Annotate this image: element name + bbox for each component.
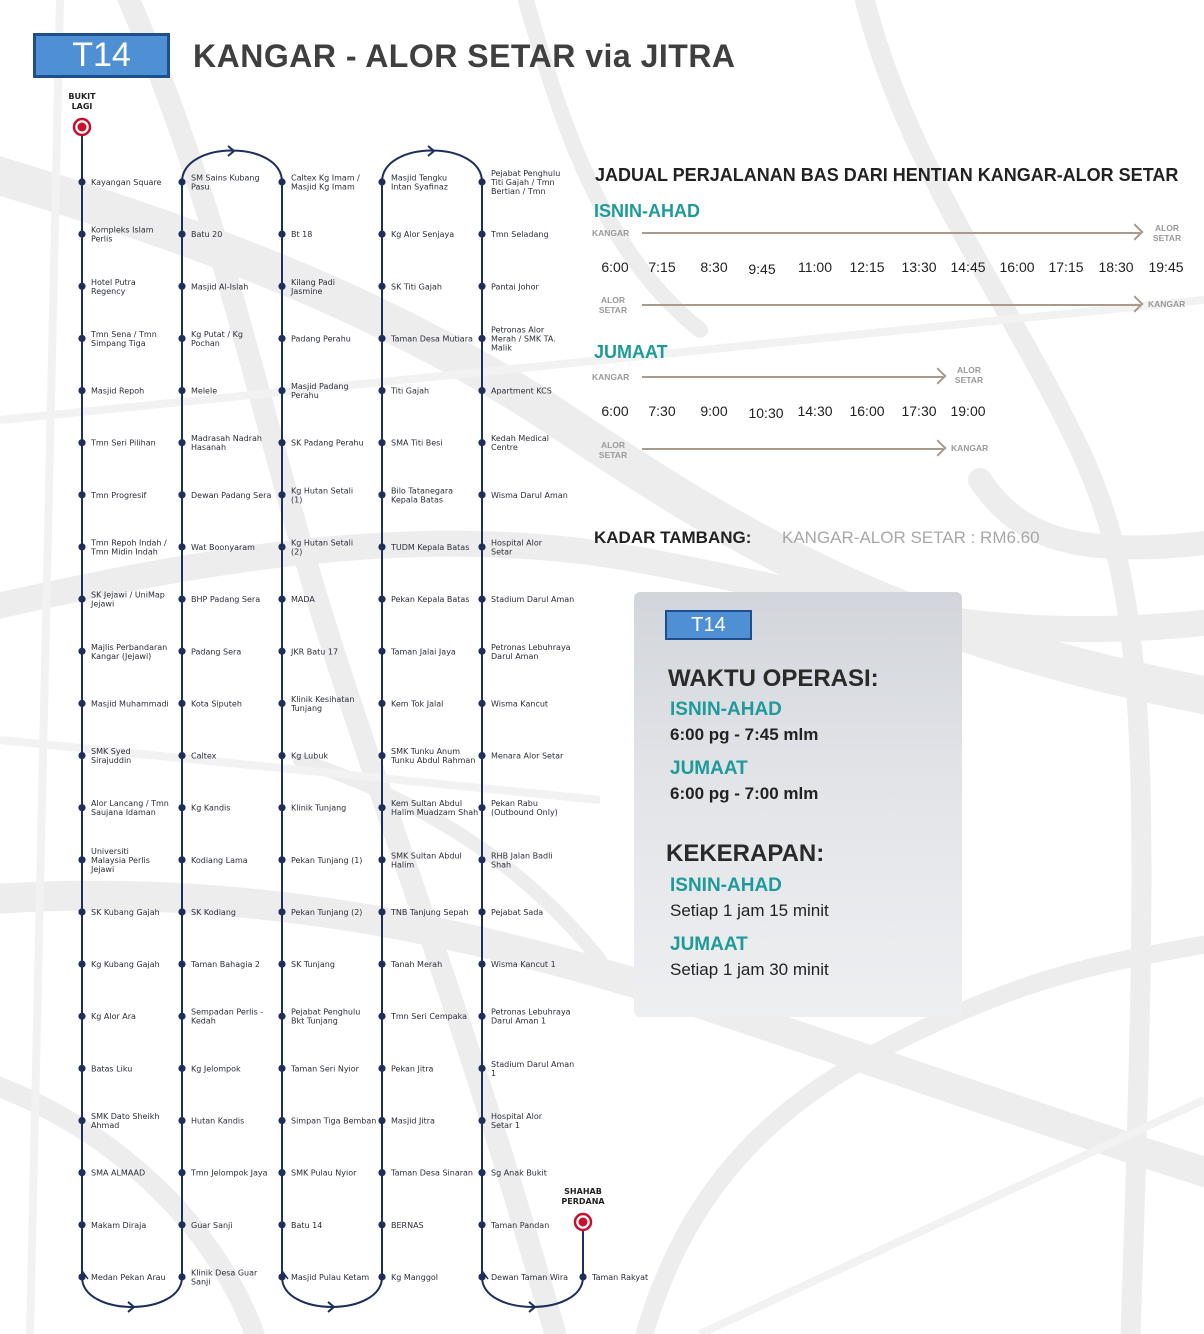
stop-label: TUDM Kepala Batas [391,542,470,552]
end-terminal-label: SHAHAB PERDANA [561,1187,605,1206]
stop-label: Masjid Pulau Ketam [291,1272,370,1282]
stop-dot-icon [278,491,285,498]
stop-label: Wisma Kancut [491,699,549,709]
stop-dot-icon [178,178,185,185]
stop-label: Kg Alor Senjaya [391,230,455,240]
stop-dot-icon [78,1065,85,1072]
weekday-return-arrow [642,304,1140,306]
stop-dot-icon [278,1117,285,1124]
stop-label: Pekan Rabu (Outbound Only) [491,799,558,818]
start-terminal-label: BUKIT LAGI [68,92,96,111]
route-title: KANGAR - ALOR SETAR via JITRA [193,38,736,74]
stop-label: SM Sains Kubang Pasu [191,173,260,192]
stop-label: Petronas Lebuhraya Darul Aman [491,642,571,661]
operation-friday-hours: 6:00 pg - 7:00 mlm [670,784,819,803]
stop-label: Pekan Jitra [391,1064,434,1074]
stop-dot-icon [478,1117,485,1124]
stop-label: Pejabat Sada [491,907,544,917]
stop-label: Guar Sanji [191,1220,233,1230]
friday-return-from-label: ALOR SETAR [598,440,628,460]
weekday-return-to-label: KANGAR [1148,299,1186,309]
stop-dot-icon [178,1013,185,1020]
departure-time: 12:15 [849,259,885,275]
weekday-from-label: KANGAR [592,228,630,238]
stop-dot-icon [378,1221,385,1228]
departure-time: 14:45 [950,259,986,275]
stop-dot-icon [78,804,85,811]
stop-label: Klinik Tunjang [291,803,347,813]
stop-dot-icon [278,648,285,655]
stop-label: SMK Dato Sheikh Ahmad [91,1112,160,1131]
frequency-friday-interval: Setiap 1 jam 30 minit [670,960,829,979]
stop-label: Wisma Kancut 1 [491,960,556,970]
stop-label: Taman Seri Nyior [291,1064,359,1074]
stop-label: Caltex Kg Imam / Masjid Kg Imam [291,173,360,192]
stop-dot-icon [78,648,85,655]
stop-label: Madrasah Nadrah Hasanah [191,434,262,453]
stop-dot-icon [178,1117,185,1124]
departure-time: 16:00 [849,403,885,419]
departure-time: 9:45 [748,261,776,277]
stop-label: SMK Sultan Abdul Halim [391,851,462,870]
stop-label: Pekan Tunjang (1) [291,855,363,865]
departure-time: 6:00 [601,259,629,275]
stop-dot-icon [178,543,185,550]
stop-label: Dewan Padang Sera [191,490,272,500]
stop-label: Kg Lubuk [291,751,329,761]
stop-label: Hospital Alor Setar [491,538,543,557]
stop-label: Masjid Al-Islah [191,282,249,292]
stop-dot-icon [378,335,385,342]
stop-dot-icon [378,648,385,655]
stop-dot-icon [478,856,485,863]
departure-time: 14:30 [797,403,833,419]
stop-dot-icon [78,491,85,498]
stop-dot-icon [178,752,185,759]
stop-dot-icon [178,908,185,915]
departure-time: 16:00 [999,259,1035,275]
stop-label: Apartment KCS [491,386,552,396]
stop-label: Klinik Kesihatan Tunjang [291,694,355,713]
departure-time: 8:30 [700,259,728,275]
stop-dot-icon [478,178,485,185]
stop-label: Pejabat Penghulu Bkt Tunjang [291,1007,361,1026]
stop-label: Kem Sultan Abdul Halim Muadzam Shah [391,799,479,818]
friday-outbound-arrow [642,376,943,378]
stop-dot-icon [478,231,485,238]
stop-label: Kg Hutan Setali (1) [291,486,354,505]
stop-dot-icon [78,1117,85,1124]
stop-label: SK Jejawi / UniMap Jejawi [91,590,165,609]
stop-dot-icon [178,804,185,811]
stop-dot-icon [178,335,185,342]
stop-label: SMK Pulau Nyior [291,1168,357,1178]
stop-dot-icon [478,596,485,603]
stop-label: Menara Alor Setar [491,751,564,761]
stop-label: Pejabat Penghulu Titi Gajah / Tmn Bertian / Tmn [491,169,561,196]
departure-time: 9:00 [700,403,728,419]
stop-label: Wisma Darul Aman [491,490,568,500]
departure-time: 19:00 [950,403,986,419]
stop-label: BERNAS [391,1220,424,1230]
stop-dot-icon [78,856,85,863]
stop-dot-icon [378,752,385,759]
stop-dot-icon [478,908,485,915]
stop-dot-icon [278,1013,285,1020]
stop-dot-icon [478,335,485,342]
departure-time: 19:45 [1148,259,1184,275]
operation-weekday-hours: 6:00 pg - 7:45 mlm [670,725,819,744]
frequency-weekday-interval: Setiap 1 jam 15 minit [670,901,829,920]
stop-dot-icon [78,335,85,342]
stop-label: Taman Desa Sinaran [391,1168,474,1178]
stop-dot-icon [478,543,485,550]
stop-dot-icon [478,439,485,446]
stop-dot-icon [378,491,385,498]
friday-return-to-label: KANGAR [951,443,989,453]
stop-dot-icon [178,961,185,968]
stop-dot-icon [178,700,185,707]
stop-dot-icon [478,700,485,707]
stop-label: Pekan Kepala Batas [391,595,470,605]
stop-label: Kilang Padi Jasmine [291,277,335,296]
stop-label: Pekan Tunjang (2) [291,907,363,917]
stop-dot-icon [478,961,485,968]
stop-label: Stadium Darul Aman 1 [491,1059,575,1078]
terminal-marker-center-icon [579,1218,588,1227]
stop-dot-icon [278,1273,285,1280]
stop-dot-icon [278,961,285,968]
stop-label: SMK Syed Sirajuddin [91,747,132,766]
stop-dot-icon [378,856,385,863]
stop-label: Universiti Malaysia Perlis Jejawi [91,846,150,874]
weekday-to-label: ALOR SETAR [1152,223,1182,243]
stop-label: Medan Pekan Arau [91,1272,166,1282]
weekday-label: ISNIN-AHAD [594,201,700,221]
stop-label: Titi Gajah [391,386,430,396]
frequency-heading: KEKERAPAN: [666,840,825,867]
friday-times [0,403,1204,423]
stop-label: Kg Putat / Kg Pochan [191,329,243,348]
departure-time: 17:15 [1048,259,1084,275]
stop-dot-icon [478,1169,485,1176]
stop-dot-icon [378,439,385,446]
stop-label: Melele [191,386,218,396]
stop-label: Masjid Jitra [391,1116,435,1126]
stop-label: Batas Liku [91,1064,133,1074]
fare-value: KANGAR-ALOR SETAR : RM6.60 [782,528,1040,547]
stop-label: Tmn Repoh Indah / Tmn Midin Indah [91,538,167,557]
weekday-return-from-label: ALOR SETAR [598,295,628,315]
stop-label: Taman Pandan [491,1220,550,1230]
stop-label: BHP Padang Sera [191,595,261,605]
stop-dot-icon [378,178,385,185]
departure-time: 18:30 [1098,259,1134,275]
stop-label: Hutan Kandis [191,1116,245,1126]
stop-dot-icon [278,178,285,185]
stop-label: Masjid Muhammadi [91,699,169,709]
stop-dot-icon [78,439,85,446]
stop-label: SMA Titi Besi [391,438,443,448]
stop-label: Tanah Merah [391,960,443,970]
departure-time: 13:30 [901,259,937,275]
stop-label: SMA ALMAAD [91,1168,146,1178]
stop-dot-icon [478,1221,485,1228]
stop-dot-icon [478,804,485,811]
stop-label: Masjid Tengku Intan Syafinaz [391,173,449,192]
stop-label: Kompleks Islam Perlis [91,225,154,244]
stop-label: Caltex [191,751,217,761]
stop-label: Sg Anak Bukit [491,1168,547,1178]
stop-label: Taman Desa Mutiara [391,334,473,344]
stop-dot-icon [478,283,485,290]
stop-label: Petronas Lebuhraya Darul Aman 1 [491,1007,571,1026]
stop-dot-icon [278,387,285,394]
stop-dot-icon [178,596,185,603]
stop-dot-icon [278,1065,285,1072]
stop-label: Kem Tok Jalal [391,699,444,709]
stop-dot-icon [378,1117,385,1124]
stop-dot-icon [378,596,385,603]
departure-time: 11:00 [798,259,832,275]
stop-dot-icon [378,283,385,290]
stop-dot-icon [579,1273,586,1280]
stop-dot-icon [78,596,85,603]
stop-dot-icon [278,335,285,342]
stop-dot-icon [378,387,385,394]
stop-dot-icon [478,752,485,759]
stop-dot-icon [478,1065,485,1072]
stop-label: Kedah Medical Centre [491,434,550,453]
stop-label: Makam Diraja [91,1220,147,1230]
frequency-friday-label: JUMAAT [670,934,748,955]
stop-dot-icon [378,908,385,915]
stop-label: Kayangan Square [91,178,162,187]
stop-dot-icon [178,439,185,446]
stop-label: Tmn Seladang [491,230,549,240]
stop-dot-icon [178,1169,185,1176]
stop-dot-icon [78,231,85,238]
departure-time: 7:30 [648,403,676,419]
stop-label: Alor Lancang / Tmn Saujana Idaman [91,799,169,818]
stop-dot-icon [378,231,385,238]
stop-dot-icon [78,178,85,185]
stop-label: Kg Manggol [391,1272,439,1282]
operation-friday-label: JUMAAT [670,758,748,779]
stop-label: Stadium Darul Aman [491,595,575,605]
stop-label: SK Kubang Gajah [91,907,160,917]
stop-dot-icon [78,961,85,968]
stop-dot-icon [178,387,185,394]
operation-heading: WAKTU OPERASI: [668,665,879,692]
departure-time: 7:15 [648,259,676,275]
stop-dot-icon [278,700,285,707]
departure-time: 17:30 [901,403,937,419]
fare-label: KADAR TAMBANG: [594,528,752,547]
stop-dot-icon [278,439,285,446]
stop-label: Bt 18 [291,230,313,240]
stop-label: RHB Jalan Badli Shah [491,851,553,870]
stop-label: Kg Kandis [191,803,231,813]
friday-return-arrow [642,448,943,450]
stop-dot-icon [278,543,285,550]
stop-label: Petronas Alor Merah / SMK TA. Malik [491,325,556,353]
stop-dot-icon [278,596,285,603]
stop-label: Kodiang Lama [191,855,248,865]
stop-dot-icon [178,491,185,498]
stop-dot-icon [478,387,485,394]
stop-dot-icon [478,1273,485,1280]
stop-label: Sempadan Perlis -Kedah [191,1007,264,1026]
stop-label: Hotel Putra Regency [91,277,136,296]
stop-label: Tmn Seri Pilihan [91,438,156,448]
stop-dot-icon [178,856,185,863]
stop-label: Padang Perahu [291,334,351,344]
stop-dot-icon [378,1273,385,1280]
stop-label: SK Tunjang [291,960,335,970]
stop-label: Masjid Repoh [91,386,145,396]
weekday-outbound-arrow [642,232,1140,234]
stop-dot-icon [378,1169,385,1176]
stop-dot-icon [78,752,85,759]
stop-dot-icon [278,1169,285,1176]
terminal-marker-center-icon [78,123,87,132]
schedule-title: JADUAL PERJALANAN BAS DARI HENTIAN KANGAR-ALOR SETAR [595,165,1179,185]
stop-label: MADA [291,595,315,605]
stop-label: Batu 14 [291,1220,323,1230]
stop-label: SMK Tunku Anum Tunku Abdul Rahman [391,747,476,766]
stop-label: Masjid Padang Perahu [291,382,349,401]
stop-dot-icon [78,908,85,915]
stop-dot-icon [178,231,185,238]
stop-dot-icon [278,231,285,238]
stop-label: Padang Sera [191,647,242,657]
stop-dot-icon [278,752,285,759]
stop-dot-icon [78,1221,85,1228]
departure-time: 10:30 [748,405,784,421]
stop-dot-icon [278,283,285,290]
stop-dot-icon [278,804,285,811]
panel-route-badge: T14 [665,610,752,640]
stop-label: Wat Boonyaram [191,542,255,552]
stop-label: Kg Kubang Gajah [91,960,160,970]
stop-dot-icon [378,804,385,811]
stop-label: SK Kodiang [191,907,236,917]
stop-dot-icon [278,1221,285,1228]
friday-from-label: KANGAR [592,372,630,382]
stop-label: Taman Rakyat [592,1272,649,1282]
weekday-times [0,259,1204,279]
stop-dot-icon [78,387,85,394]
stop-dot-icon [78,543,85,550]
stop-label: Kg Hutan Setali (2) [291,538,354,557]
stop-label: Batu 20 [191,230,223,240]
route-badge: T14 [33,33,170,78]
stop-label: Tmn Progresif [91,490,147,500]
stop-label: Dewan Taman Wira [491,1272,569,1282]
stop-dot-icon [78,1273,85,1280]
stop-dot-icon [478,491,485,498]
stop-label: SK Titi Gajah [391,282,442,292]
stop-label: Tmn Jelompok Jaya [191,1168,268,1178]
departure-time: 6:00 [601,403,629,419]
stop-dot-icon [478,648,485,655]
stop-dot-icon [78,1013,85,1020]
stop-dot-icon [178,648,185,655]
stop-label: Tmn Seri Cempaka [391,1012,468,1022]
stop-label: Kg Alor Ara [91,1012,136,1022]
stop-dot-icon [478,1013,485,1020]
friday-label: JUMAAT [594,342,668,362]
stop-dot-icon [78,283,85,290]
friday-to-label: ALOR SETAR [954,365,984,385]
stop-dot-icon [378,543,385,550]
stop-dot-icon [178,1065,185,1072]
stop-label: SK Padang Perahu [291,438,364,448]
operation-weekday-label: ISNIN-AHAD [670,699,782,720]
stop-label: Pantai Johor [491,282,539,292]
stop-label: Kg Jelompok [191,1064,241,1074]
stop-label: Majlis Perbandaran Kangar (Jejawi) [91,642,168,661]
stop-label: Simpan Tiga Bemban [291,1116,377,1126]
stop-dot-icon [278,908,285,915]
stop-dot-icon [78,1169,85,1176]
stop-label: TNB Tanjung Sepah [391,907,469,917]
stop-label: Klinik Desa Guar Sanji [191,1268,258,1287]
stop-label: Kota Siputeh [191,699,242,709]
stop-label: Hospital Alor Setar 1 [491,1112,543,1131]
stop-label: Bilo Tatanegara Kepala Batas [391,486,454,505]
stop-dot-icon [78,700,85,707]
stop-dot-icon [178,1221,185,1228]
stop-label: Tmn Sena / Tmn Simpang Tiga [91,329,157,348]
stop-dot-icon [378,961,385,968]
stop-dot-icon [278,856,285,863]
stop-dot-icon [378,700,385,707]
stop-dot-icon [178,1273,185,1280]
stop-dot-icon [378,1065,385,1072]
stop-dot-icon [378,1013,385,1020]
frequency-weekday-label: ISNIN-AHAD [670,875,782,896]
stop-label: Taman Jalai Jaya [391,647,456,657]
stop-dot-icon [178,283,185,290]
stop-label: Taman Bahagia 2 [191,960,260,970]
stop-label: JKR Batu 17 [291,647,339,657]
